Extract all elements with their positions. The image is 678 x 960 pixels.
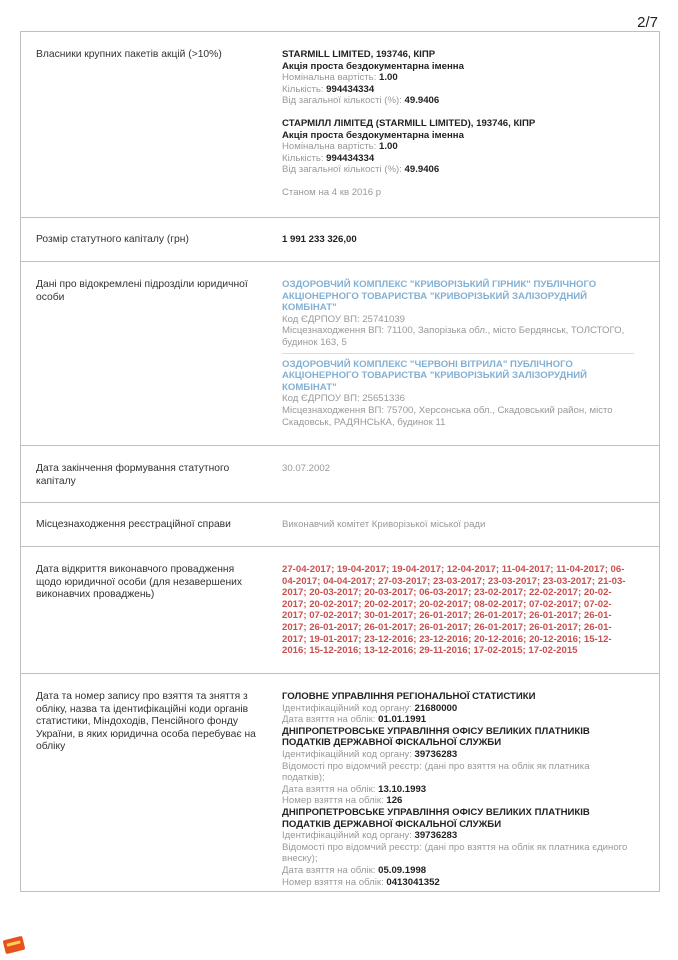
subdivisions-value <box>282 279 634 428</box>
pct-label: Від загальної кількості (%): <box>282 164 402 176</box>
holder-name: STARMILL LIMITED, 193746, КІПР <box>282 49 436 60</box>
page-number: 2/7 <box>637 14 658 31</box>
registration-location-label: Місцезнаходження реєстраційної справи <box>36 519 231 530</box>
authority-num-label: Номер взяття на облік: <box>282 795 384 807</box>
authority-date-value: 13.10.1993 <box>378 783 427 795</box>
shareholders-value <box>282 49 634 199</box>
qty-value: 994434334 <box>326 83 375 95</box>
row-shareholders <box>21 32 659 218</box>
authority-id-label: Ідентифікаційний код органу: <box>282 702 412 714</box>
shareholders-label: Власники крупних пакетів акцій (>10%) <box>36 49 222 60</box>
authority-date-value: 01.01.1991 <box>378 714 427 726</box>
qty-label: Кількість: <box>282 152 324 164</box>
authority-registry: Відомості про відомчий реєстр: (дані про взяття на облік як платника єдиного внеску); <box>282 841 628 865</box>
authority-id-value: 39736283 <box>414 830 458 842</box>
holder-share-type: Акція проста бездокументарна іменна <box>282 129 464 141</box>
qty-value: 994434334 <box>326 152 375 164</box>
holder-name: СТАРМІЛЛ ЛІМІТЕД (STARMILL LIMITED), 193746, КІПР <box>282 117 536 129</box>
authority-num-value: 126 <box>386 795 403 807</box>
subdivision-address: Місцезнаходження ВП: 75700, Херсонська обл., Скадовський район, місто Скадовськ, РАДЯНСЬКА, будинок 11 <box>282 404 613 428</box>
authority-date-value: 05.09.1998 <box>378 864 427 876</box>
enforcement-label: Дата відкриття виконавчого провадження щодо юридичної особи (для незавершених виконавчих проваджень) <box>36 564 243 600</box>
authority-date-label: Дата взяття на облік: <box>282 783 376 795</box>
authority-name: ДНІПРОПЕТРОВСЬКЕ УПРАВЛІННЯ ОФІСУ ВЕЛИКИХ ПЛАТНИКІВ ПОДАТКІВ ДЕРЖАВНОЇ ФІСКАЛЬНОЇ СЛУЖБИ <box>282 806 590 830</box>
pct-label: Від загальної кількості (%): <box>282 95 402 107</box>
authorities-label: Дата та номер запису про взяття та зняття з обліку, назва та ідентифікаційні коди органів статистики, Міндоходів, Пенсійного фонду України, в яких юридична особа перебуває на обліку <box>36 691 256 752</box>
pct-value: 49.9406 <box>404 164 440 176</box>
enforcement-dates: 27-04-2017; 19-04-2017; 19-04-2017; 12-04-2017; 11-04-2017; 11-04-2017; 06-04-2017; 04-04-2017; 27-03-2017; 23-03-2017; 23-03-2017; 23-03-2017; 21-03-2017; 20-03-2017; 20-03-2017; 06-03-2017; 23-02-2017; 22-02-2017; 20-02-2017; 20-02-2017; 20-02-2017; 20-02-2017; 08-02-2017; 07-02-2017; 07-02-2017; 07-02-2017; 30-01-2017; 26-01-2017; 26-01-2017; 26-01-2017; 26-01-2017; 26-01-2017; 26-01-2017; 26-01-2017; 26-01-2017; 26-01-2017; 26-01-2017; 19-01-2017; 23-12-2016; 23-12-2016; 20-12-2016; 20-12-2016; 15-12-2016; 15-12-2016; 13-12-2016; 29-11-2016; 17-02-2015; 17-02-2015 <box>282 564 626 657</box>
capital-end-date-label: Дата закінчення формування статутного капіталу <box>36 463 230 487</box>
row-authorities <box>21 674 659 892</box>
registry-record-table <box>20 31 660 892</box>
subdivision-link[interactable]: ОЗДОРОВЧИЙ КОМПЛЕКС "ЧЕРВОНІ ВІТРИЛА" ПУБЛІЧНОГО АКЦІОНЕРНОГО ТОВАРИСТВА "КРИВОРІЗЬКИЙ ЗАЛІЗОРУДНИЙ КОМБІНАТ" <box>282 358 588 393</box>
nominal-value: 1.00 <box>379 72 398 84</box>
authority-id-label: Ідентифікаційний код органу: <box>282 748 412 760</box>
as-of-note: Станом на 4 кв 2016 р <box>282 186 382 198</box>
capital-end-date-value: 30.07.2002 <box>282 463 331 474</box>
holder-block <box>282 49 634 107</box>
authority-registry: Відомості про відомчий реєстр: (дані про взяття на облік як платника податків); <box>282 760 590 784</box>
subdivisions-label: Дані про відокремлені підрозділи юридичної особи <box>36 279 248 303</box>
capital-value: 1 991 233 326,00 <box>282 234 357 245</box>
nominal-value: 1.00 <box>379 141 398 153</box>
nominal-label: Номінальна вартість: <box>282 141 377 153</box>
nominal-label: Номінальна вартість: <box>282 72 377 84</box>
authority-name: ГОЛОВНЕ УПРАВЛІННЯ РЕГІОНАЛЬНОЇ СТАТИСТИКИ <box>282 691 536 702</box>
pct-value: 49.9406 <box>404 95 440 107</box>
row-capital-end-date <box>21 446 659 503</box>
authority-date-label: Дата взяття на облік: <box>282 864 376 876</box>
row-subdivisions <box>21 262 659 446</box>
corner-logo-icon <box>3 936 26 954</box>
subdivision-code: Код ЄДРПОУ ВП: 25741039 <box>282 313 405 325</box>
divider <box>282 353 634 354</box>
authority-date-label: Дата взяття на облік: <box>282 714 376 726</box>
holder-share-type: Акція проста бездокументарна іменна <box>282 60 464 72</box>
holder-block <box>282 118 634 176</box>
qty-label: Кількість: <box>282 83 324 95</box>
row-registration-location <box>21 503 659 547</box>
subdivision-link[interactable]: ОЗДОРОВЧИЙ КОМПЛЕКС "КРИВОРІЗЬКИЙ ГІРНИК" ПУБЛІЧНОГО АКЦІОНЕРНОГО ТОВАРИСТВА "КРИВОРІЗЬКИЙ ЗАЛІЗОРУДНИЙ КОМБІНАТ" <box>282 279 597 314</box>
row-enforcement <box>21 547 659 674</box>
registration-location-value: Виконавчий комітет Криворізької міської ради <box>282 519 486 530</box>
authority-id-value: 39736283 <box>414 748 458 760</box>
authority-num-label: Номер взяття на облік: <box>282 876 384 888</box>
subdivision-code: Код ЄДРПОУ ВП: 25651336 <box>282 393 405 405</box>
row-capital <box>21 218 659 262</box>
authorities-value <box>282 691 634 888</box>
capital-label: Розмір статутного капіталу (грн) <box>36 234 189 245</box>
subdivision-address: Місцезнаходження ВП: 71100, Запорізька обл., місто Бердянськ, ТОЛСТОГО, будинок 163, 5 <box>282 325 625 348</box>
authority-id-value: 21680000 <box>414 702 458 714</box>
authority-name: ДНІПРОПЕТРОВСЬКЕ УПРАВЛІННЯ ОФІСУ ВЕЛИКИХ ПЛАТНИКІВ ПОДАТКІВ ДЕРЖАВНОЇ ФІСКАЛЬНОЇ СЛУЖБИ <box>282 725 590 749</box>
authority-id-label: Ідентифікаційний код органу: <box>282 830 412 842</box>
authority-num-value: 0413041352 <box>386 876 440 888</box>
